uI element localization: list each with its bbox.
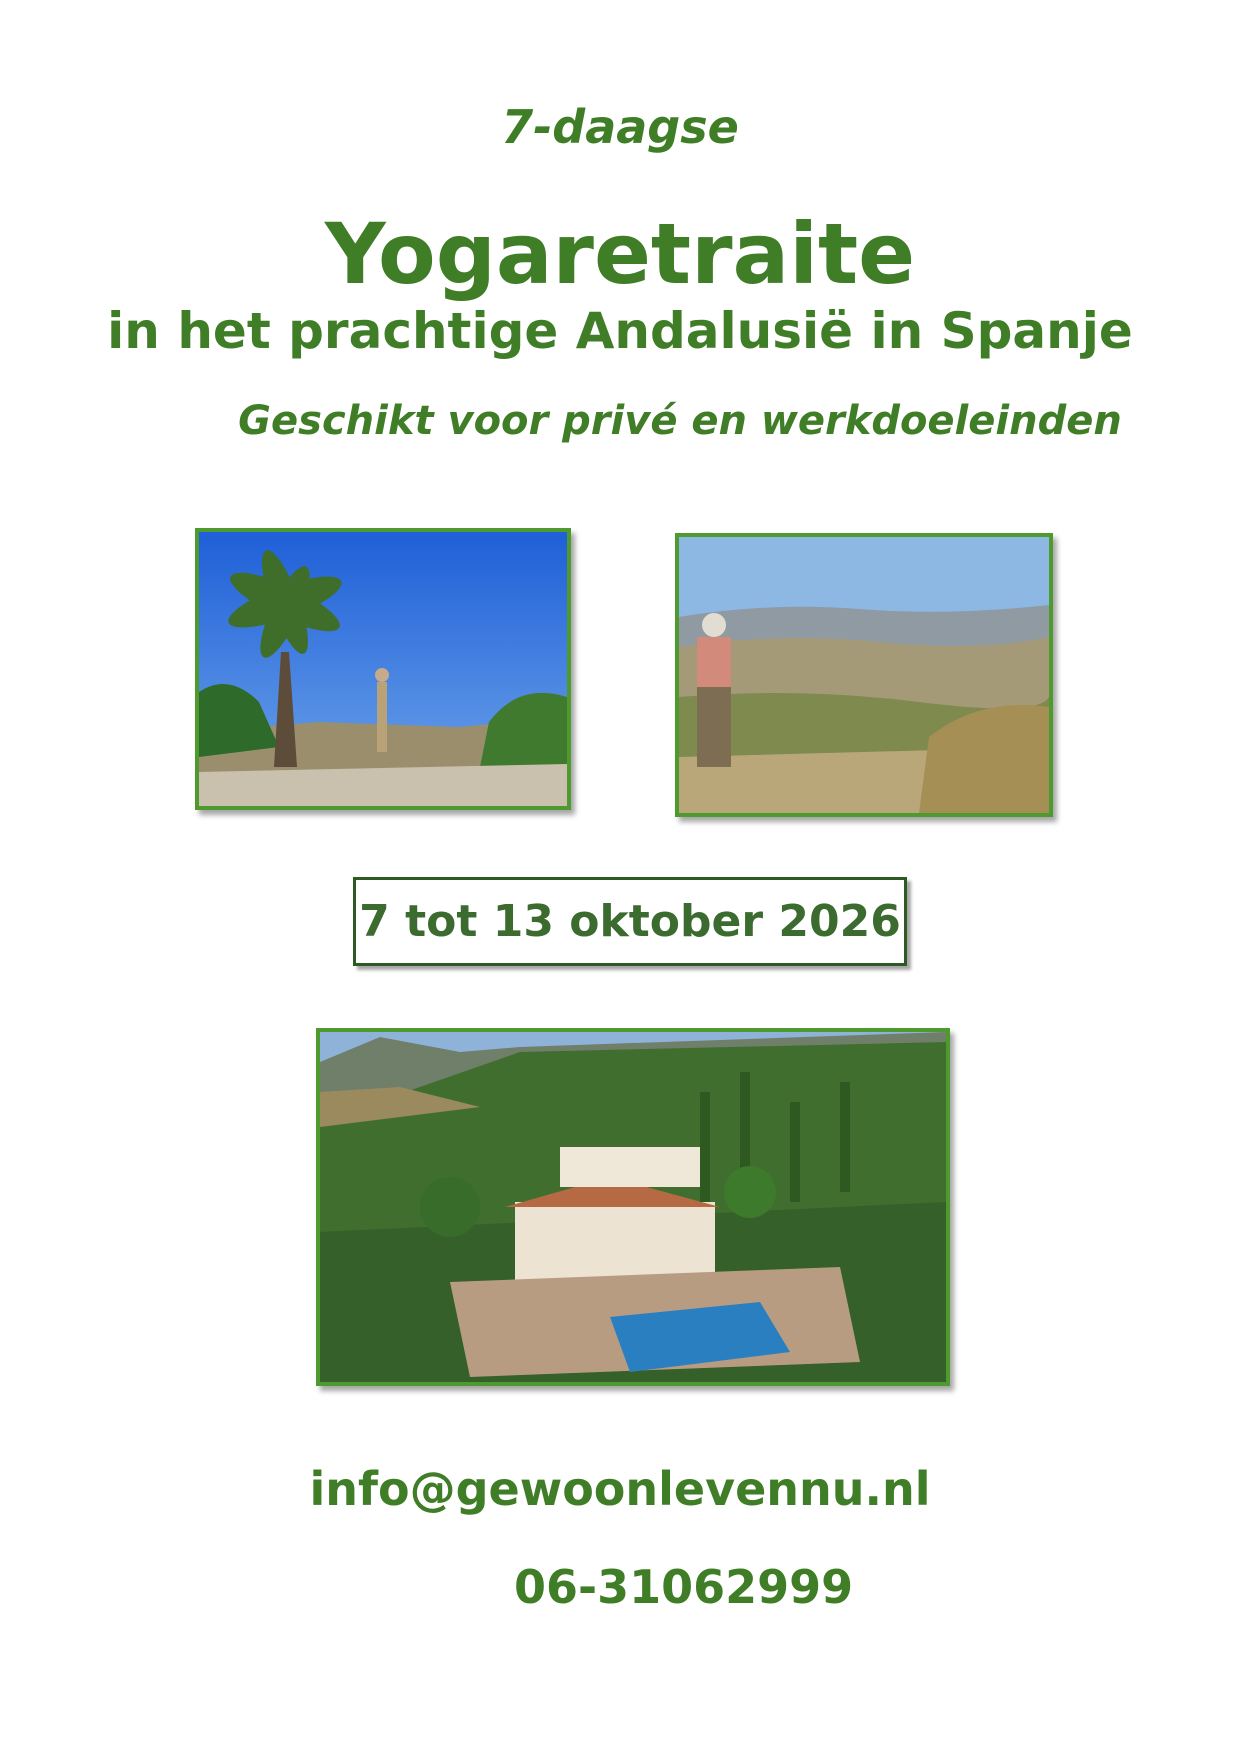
villa-with-pool-photo xyxy=(316,1028,950,1386)
event-title: Yogaretraite xyxy=(324,205,916,303)
contact-phone[interactable]: 06-31062999 xyxy=(514,1560,854,1614)
event-subtitle: in het prachtige Andalusië in Spanje xyxy=(107,302,1133,360)
yoga-palm-tree-photo xyxy=(195,528,571,810)
yoga-mountain-view-photo xyxy=(675,533,1053,817)
contact-email[interactable]: info@gewoonlevennu.nl xyxy=(309,1462,931,1516)
event-duration: 7-daagse xyxy=(501,100,739,154)
event-dates: 7 tot 13 oktober 2026 xyxy=(353,877,907,966)
event-tagline: Geschikt voor privé en werkdoeleinden xyxy=(238,398,1122,444)
